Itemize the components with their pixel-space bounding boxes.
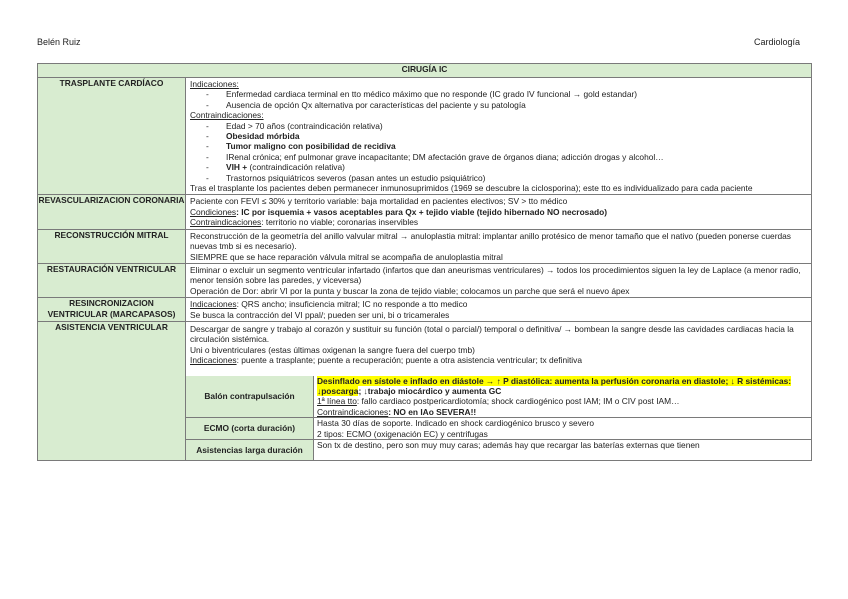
trasplante-contra-title: Contraindicaciones:: [190, 110, 264, 121]
revasc-contra-text: : territorio no viable; coronarias inservibles: [261, 217, 419, 228]
content-revasc: [186, 195, 812, 229]
resincro-line-2: Se busca la contracción del VI ppal/; pueden ser uni, bi o tricamerales: [190, 309, 450, 320]
balon-first-title: 1ª línea tto: [317, 396, 357, 407]
label-mitral: RECONSTRUCCIÓN MITRAL: [38, 229, 186, 263]
balon-contra-title: Contraindicaciones: [317, 406, 389, 417]
row-resincro: [38, 298, 812, 322]
resincro-ind-text: : QRS ancho; insuficiencia mitral; IC no responde a tto medico: [236, 299, 468, 310]
trasplante-ind-1: - Enfermedad cardiaca terminal en tto médico máximo que no responde (IC grado IV funcional → gold estandar): [226, 89, 638, 100]
trasplante-contra-3: - Tumor maligno con posibilidad de recidiva: [226, 141, 396, 152]
content-ecmo: [314, 418, 812, 440]
trasplante-contra-5-rest: (contraindicación relativa): [247, 162, 345, 173]
content-mitral: [186, 229, 812, 263]
balon-first-text: : fallo cardiaco postpericardiotomía; shock cardiogénico post IAM; IM o CIV post IAM…: [356, 396, 680, 407]
label-larga: Asistencias larga duración: [186, 440, 314, 461]
restauracion-line-2: Operación de Dor: abrir VI por la punta y buscar la zona de tejido viable; colocamos un parche que será el nuevo ápex: [190, 285, 630, 296]
resincro-ind-title: Indicaciones: [190, 299, 237, 310]
trasplante-contra-6: - Trastornos psiquiátricos severos (pasan antes un estudio psiquiátrico): [226, 172, 486, 183]
table-title: CIRUGÍA IC: [38, 64, 812, 78]
label-ecmo: ECMO (corta duración): [186, 418, 314, 440]
revasc-cond-text: : IC por isquemia + vasos aceptables para Qx + tejido viable (tejido hibernado NO necrosado): [236, 206, 608, 217]
row-mitral: [38, 229, 812, 263]
balon-highlight-1: Desinflado en sístole e inflado en diástole → ↑ P diastólica: aumenta la perfusión coronaria en diastole; ↓ R sistémicas: ↓poscarga: [317, 375, 792, 396]
trasplante-contra-5-bold: VIH +: [226, 162, 248, 173]
label-balon: Balón contrapulsación: [186, 376, 314, 418]
content-balon: [314, 376, 812, 418]
trasplante-ind-title: Indicaciones:: [190, 79, 239, 89]
label-restauracion: RESTAURACIÓN VENTRICULAR: [38, 263, 186, 297]
mitral-line-1: Reconstrucción de la geometría del anillo valvular mitral → anuloplastia mitral: implantar anillo protésico de menor tamaño que el nativo (pueden ponerse cuerdas nuevas tmb si es necesario).: [190, 230, 791, 252]
revasc-contra-title: Contraindicaciones: [190, 217, 262, 228]
row-asistencia: [38, 321, 812, 460]
mitral-line-2: SIEMPRE que se hace reparación válvula mitral se acompaña de anuloplastia mitral: [190, 251, 503, 262]
trasplante-contra-4: - IRenal crónica; enf pulmonar grave incapacitante; DM afectación grave de órganos diana; adicción drogas y alcohol…: [226, 151, 664, 162]
trasplante-contra-1: - Edad > 70 años (contraindicación relativa): [226, 120, 383, 131]
row-trasplante: [38, 78, 812, 195]
ecmo-line-1: Hasta 30 días de soporte. Indicado en shock cardiogénico brusco y severo: [317, 418, 595, 429]
ecmo-line-2: 2 tipos: ECMO (oxigenación EC) y centrifugas: [317, 428, 488, 439]
trasplante-contra-2: - Obesidad mórbida: [226, 131, 300, 142]
content-resincro: [186, 298, 812, 322]
trasplante-note: Tras el trasplante los pacientes deben permanecer inmunosuprimidos (1969 se descubre la ciclosporina); este tto es individualizado para cada paciente: [190, 183, 753, 194]
asistencia-line-2: Uni o biventriculares (estas últimas oxigenan la sangre fuera del cuerpo tmb): [190, 344, 475, 355]
content-trasplante: [186, 78, 812, 195]
balon-highlight-2: ; ↓trabajo miocárdico y aumenta GC: [358, 385, 502, 396]
restauracion-line-1: Eliminar o excluir un segmento ventricular infartado (infartos que dan aneurismas ventriculares) → todos los procedimientos siguen la ley de Laplace (a menor radio, menor tensión sobre las paredes, y viceversa): [190, 264, 801, 286]
label-resincro: RESINCRONIZACION VENTRICULAR (MARCAPASOS): [38, 298, 186, 322]
label-trasplante: TRASPLANTE CARDÍACO: [38, 78, 186, 195]
content-larga: [314, 440, 812, 461]
asistencia-ind-text: : puente a trasplante; puente a recuperación; puente a otra asistencia ventricular; tx definitiva: [236, 355, 583, 366]
label-asistencia: ASISTENCIA VENTRICULAR: [38, 321, 186, 460]
label-revasc: REVASCULARIZACION CORONARIA: [38, 195, 186, 229]
header-author: Belén Ruiz: [37, 37, 81, 47]
balon-contra-text: : NO en IAo SEVERA!!: [388, 406, 477, 417]
trasplante-ind-2: - Ausencia de opción Qx alternativa por características del paciente y su patología: [226, 99, 526, 110]
content-asistencia: [186, 321, 812, 460]
asistencia-ind-title: Indicaciones: [190, 355, 237, 366]
larga-line-1: Son tx de destino, pero son muy muy caras; además hay que recargar las baterías externas que tienen: [317, 440, 700, 450]
asistencia-subtable: [186, 376, 811, 460]
surgery-table: [37, 63, 812, 461]
revasc-line-1: Paciente con FEVI ≤ 30% y territorio variable: baja mortalidad en pacientes electivos; SV > tto médico: [190, 196, 568, 207]
revasc-cond-title: Condiciones: [190, 206, 237, 217]
content-restauracion: [186, 263, 812, 297]
asistencia-line-1: Descargar de sangre y trabajo al corazón y sustituir su función (total o parcial/) temporal o definitiva/ → bombean la sangre desde las cavidades cardiacas hacia la circulación sistémica.: [190, 323, 794, 345]
header-subject: Cardiología: [753, 37, 800, 47]
row-restauracion: [38, 263, 812, 297]
row-revasc: [38, 195, 812, 229]
